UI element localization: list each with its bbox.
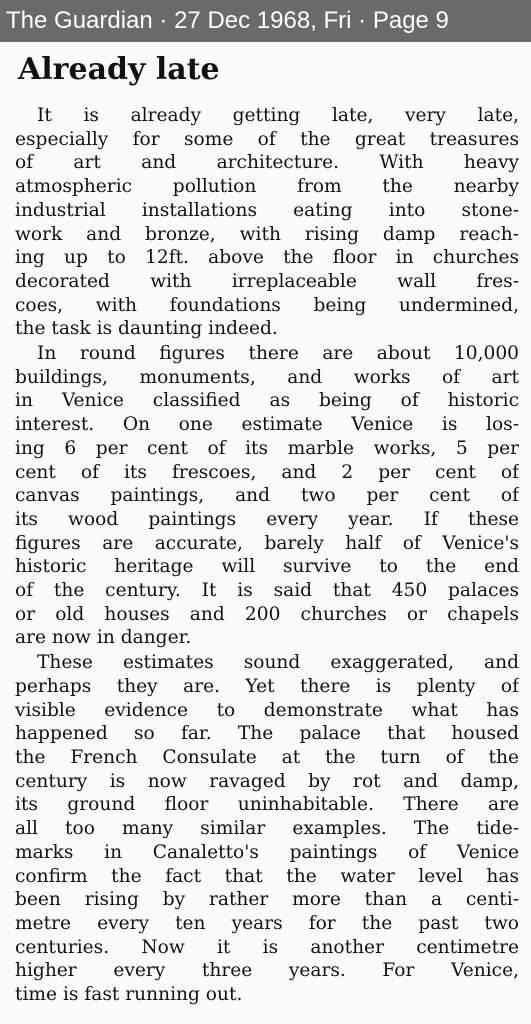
article-line: visible evidence to demonstrate what has (15, 699, 519, 721)
article-line: its wood paintings every year. If these (15, 508, 519, 530)
article-line: cent of its frescoes, and 2 per cent of (15, 461, 519, 483)
page-header-bar: The Guardian · 27 Dec 1968, Fri · Page 9 (0, 0, 531, 42)
article-line: coes, with foundations being undermined, (15, 294, 519, 316)
article-line: the task is daunting indeed. (15, 318, 278, 340)
article-line: canvas paintings, and two per cent of (15, 485, 519, 507)
article-line: been rising by rather more than a centi- (15, 889, 519, 911)
article-line: of art and architecture. With heavy (15, 152, 519, 174)
article-line: the French Consulate at the turn of the (15, 746, 519, 768)
article-line: figures are accurate, barely half of Venice's (15, 532, 519, 554)
article-line: atmospheric pollution from the nearby (15, 176, 519, 198)
article-line: higher every three years. For Venice, (15, 960, 519, 982)
article-line: its ground floor uninhabitable. There are (15, 794, 519, 816)
article-line: marks in Canaletto's paintings of Venice (15, 841, 519, 863)
article-line: industrial installations eating into stone- (15, 199, 519, 221)
article-line: of the century. It is said that 450 palaces (15, 580, 519, 602)
article-line: ing up to 12ft. above the floor in churches (15, 247, 519, 269)
article-line: all too many similar examples. The tide- (15, 818, 519, 840)
article-headline: Already late (18, 52, 220, 87)
article-line: metre every ten years for the past two (15, 912, 519, 934)
article-line: decorated with irreplaceable wall fres- (15, 270, 519, 292)
article-line: work and bronze, with rising damp reach- (15, 223, 519, 245)
article-paragraph (15, 342, 519, 650)
article-line: These estimates sound exaggerated, and (37, 652, 519, 674)
article-line: interest. On one estimate Venice is los- (15, 414, 519, 436)
article-line: or old houses and 200 churches or chapels (15, 603, 519, 625)
article-line: happened so far. The palace that housed (15, 723, 519, 745)
article-line: ing 6 per cent of its marble works, 5 per (15, 437, 519, 459)
article-line: buildings, monuments, and works of art (15, 366, 519, 388)
article-line: historic heritage will survive to the end (15, 556, 519, 578)
article-line: In round figures there are about 10,000 (37, 343, 519, 365)
article-line: centuries. Now it is another centimetre (15, 936, 519, 958)
article-line: confirm the fact that the water level has (15, 865, 519, 887)
article-line: time is fast running out. (15, 984, 243, 1006)
article-paragraph (15, 651, 519, 1007)
article-body (15, 104, 519, 1007)
article-line: perhaps they are. Yet there is plenty of (15, 675, 519, 697)
article-paragraph (15, 104, 519, 341)
article-line: especially for some of the great treasures (15, 128, 519, 150)
article-line: are now in danger. (15, 627, 192, 649)
article-line: century is now ravaged by rot and damp, (15, 770, 519, 792)
article-line: in Venice classified as being of historic (15, 390, 519, 412)
article-line: It is already getting late, very late, (37, 105, 519, 126)
